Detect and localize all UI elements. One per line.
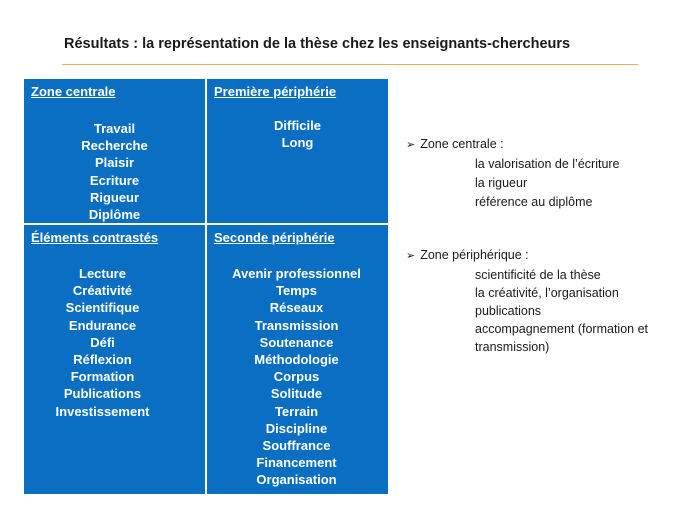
quadrant-term: Terrain xyxy=(274,403,319,419)
quadrant-term: Souffrance xyxy=(262,438,331,454)
quadrant-term: Ecriture xyxy=(89,172,140,188)
quadrant-term: Temps xyxy=(276,283,317,299)
quadrant-items xyxy=(0,265,205,420)
quadrant-term: Formation xyxy=(70,369,135,385)
quadrant-term: Lecture xyxy=(79,266,126,281)
quadrant-heading: Seconde périphérie xyxy=(214,230,335,245)
note-line: référence au diplôme xyxy=(475,195,593,209)
arrowhead-bullet-icon: ➢ xyxy=(406,139,416,151)
quadrant-term: Réflexion xyxy=(73,352,132,368)
slide-title: Résultats : la représentation de la thèse chez les enseignants-chercheurs xyxy=(64,36,571,52)
quadrant-term: Endurance xyxy=(68,317,137,333)
quadrant-term: Investissement xyxy=(55,403,150,419)
quadrant-first-periphery xyxy=(207,79,388,223)
quadrant-term: Recherche xyxy=(81,138,148,154)
quadrant-items xyxy=(207,117,388,151)
quadrant-heading: Zone centrale xyxy=(31,84,116,99)
quadrant-term: Organisation xyxy=(256,472,337,488)
quadrant-term: Travail xyxy=(93,121,136,136)
note-line: scientificité de la thèse xyxy=(475,268,601,282)
arrowhead-bullet-icon: ➢ xyxy=(406,250,416,262)
quadrant-term: Difficile xyxy=(274,118,321,133)
quadrant-items xyxy=(24,120,205,223)
note-label: Zone périphérique : xyxy=(420,248,529,262)
note-peripheral xyxy=(406,248,529,262)
quadrant-term: Long xyxy=(281,135,314,151)
note-central xyxy=(406,137,504,151)
quadrant-term: Méthodologie xyxy=(254,352,339,368)
note-label: Zone centrale : xyxy=(420,137,504,151)
quadrant-term: Plaisir xyxy=(94,155,135,171)
title-divider xyxy=(62,64,638,65)
quadrant-term: Publications xyxy=(63,386,142,402)
note-line: la rigueur xyxy=(475,176,528,190)
note-line: transmission) xyxy=(475,340,550,354)
quadrant-term: Réseaux xyxy=(269,300,324,316)
quadrant-heading: Première périphérie xyxy=(214,84,337,99)
quadrant-contrasted xyxy=(24,225,205,494)
quadrant-heading: Éléments contrastés xyxy=(31,230,159,245)
note-line: accompagnement (formation et xyxy=(475,322,649,336)
quadrant-items xyxy=(205,265,388,489)
note-line: publications xyxy=(475,304,542,318)
quadrant-term: Diplôme xyxy=(88,207,141,223)
quadrant-term: Financement xyxy=(256,455,337,471)
quadrant-term: Solitude xyxy=(270,386,323,402)
note-line: la créativité, l’organisation xyxy=(475,286,619,300)
note-line: la valorisation de l’écriture xyxy=(475,157,620,171)
quadrant-term: Créativité xyxy=(72,283,133,299)
quadrant-term: Soutenance xyxy=(259,334,334,350)
quadrant-term: Discipline xyxy=(265,420,328,436)
quadrant-term: Corpus xyxy=(273,369,320,385)
quadrant-second-periphery xyxy=(207,225,388,494)
quadrant-central xyxy=(24,79,205,223)
representation-table xyxy=(24,79,388,494)
quadrant-term: Rigueur xyxy=(89,189,140,205)
quadrant-term: Défi xyxy=(90,334,115,350)
quadrant-term: Scientifique xyxy=(65,300,140,316)
quadrant-term: Avenir professionnel xyxy=(232,266,361,281)
quadrant-term: Transmission xyxy=(254,317,339,333)
